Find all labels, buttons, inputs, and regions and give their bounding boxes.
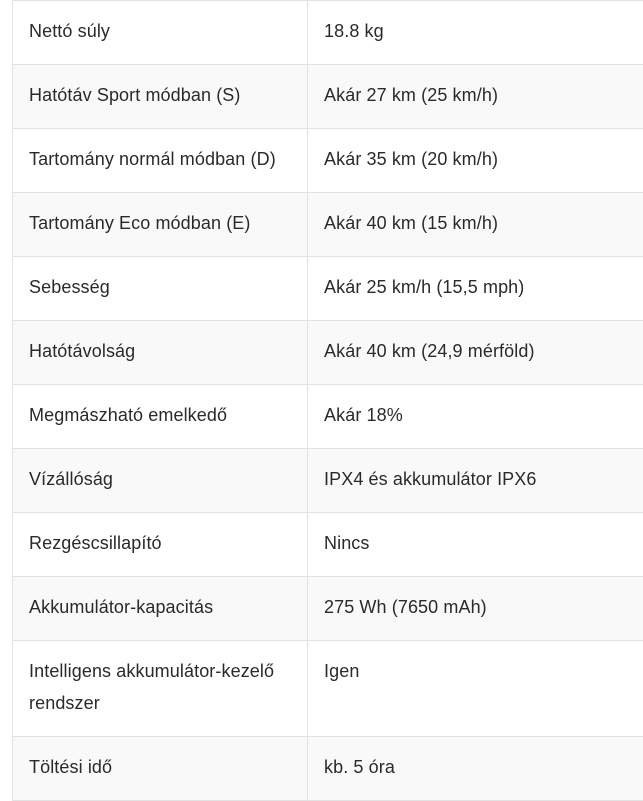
spec-label: Intelligens akkumulátor-kezelő rendszer: [13, 641, 308, 737]
table-row: [13, 1, 643, 65]
spec-table: [12, 0, 643, 801]
spec-value: IPX4 és akkumulátor IPX6: [308, 449, 643, 513]
spec-value: 18.8 kg: [308, 1, 643, 65]
table-row: [13, 321, 643, 385]
spec-label: Nettó súly: [13, 1, 308, 65]
table-row: [13, 737, 643, 801]
spec-value: kb. 5 óra: [308, 737, 643, 801]
spec-value: Akár 40 km (15 km/h): [308, 193, 643, 257]
spec-label: Rezgéscsillapító: [13, 513, 308, 577]
spec-value: Nincs: [308, 513, 643, 577]
spec-label: Megmászható emelkedő: [13, 385, 308, 449]
table-row: [13, 65, 643, 129]
table-row: [13, 577, 643, 641]
spec-label: Akkumulátor-kapacitás: [13, 577, 308, 641]
table-row: [13, 385, 643, 449]
spec-label: Sebesség: [13, 257, 308, 321]
spec-label: Töltési idő: [13, 737, 308, 801]
spec-label: Tartomány normál módban (D): [13, 129, 308, 193]
spec-value: Akár 27 km (25 km/h): [308, 65, 643, 129]
spec-value: 275 Wh (7650 mAh): [308, 577, 643, 641]
table-row: [13, 257, 643, 321]
spec-label: Tartomány Eco módban (E): [13, 193, 308, 257]
table-row: [13, 449, 643, 513]
table-row: [13, 193, 643, 257]
table-row: [13, 641, 643, 737]
spec-value: Akár 35 km (20 km/h): [308, 129, 643, 193]
table-row: [13, 129, 643, 193]
spec-label: Vízállóság: [13, 449, 308, 513]
spec-label: Hatótávolság: [13, 321, 308, 385]
spec-value: Igen: [308, 641, 643, 737]
spec-value: Akár 25 km/h (15,5 mph): [308, 257, 643, 321]
table-row: [13, 513, 643, 577]
spec-label: Hatótáv Sport módban (S): [13, 65, 308, 129]
spec-value: Akár 18%: [308, 385, 643, 449]
spec-value: Akár 40 km (24,9 mérföld): [308, 321, 643, 385]
